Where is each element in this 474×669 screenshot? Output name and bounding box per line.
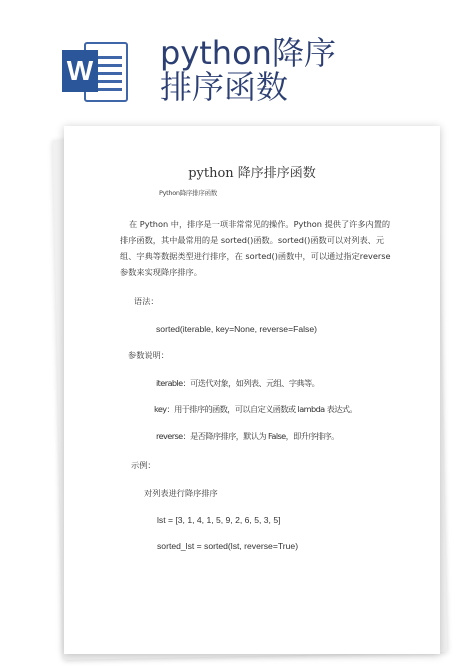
example-comment: 对列表进行降序排序	[144, 488, 218, 498]
param-key: key：用于排序的函数，可以自定义函数或 lambda 表达式。	[154, 404, 357, 414]
code-line-2: sorted_lst = sorted(lst, reverse=True)	[157, 541, 299, 551]
word-logo-icon	[62, 40, 128, 104]
intro-paragraph: 在 Python 中，排序是一项非常常见的操作。Python 提供了许多内置的排序函数，其中最常用的是 sorted()函数。sorted()函数可以对列表、元组、字典等数据类型进行排序，在 sorted()函数中，可以通过指定reverse 参数来实现降序排序。	[120, 219, 391, 277]
param-iterable: iterable：可迭代对象，如列表、元组、字典等。	[156, 378, 320, 388]
logo-letter: W	[62, 50, 98, 92]
example-label: 示例：	[131, 460, 156, 470]
document-title: python 降序排序函数	[188, 166, 316, 181]
syntax-code: sorted(iterable, key=None, reverse=False)	[156, 324, 317, 334]
document-subtitle: Python降序排序函数	[159, 189, 217, 197]
page-title-line-2: 排序函数	[160, 68, 289, 106]
page-title-line-1: python降序	[160, 34, 336, 72]
page-title	[160, 36, 460, 104]
param-reverse: reverse：是否降序排序，默认为 False，即升序排序。	[156, 431, 339, 441]
document-page	[64, 126, 440, 654]
params-label: 参数说明：	[128, 350, 169, 360]
code-line-1: lst = [3, 1, 4, 1, 5, 9, 2, 6, 5, 3, 5]	[157, 515, 281, 525]
syntax-label: 语法：	[134, 296, 159, 306]
